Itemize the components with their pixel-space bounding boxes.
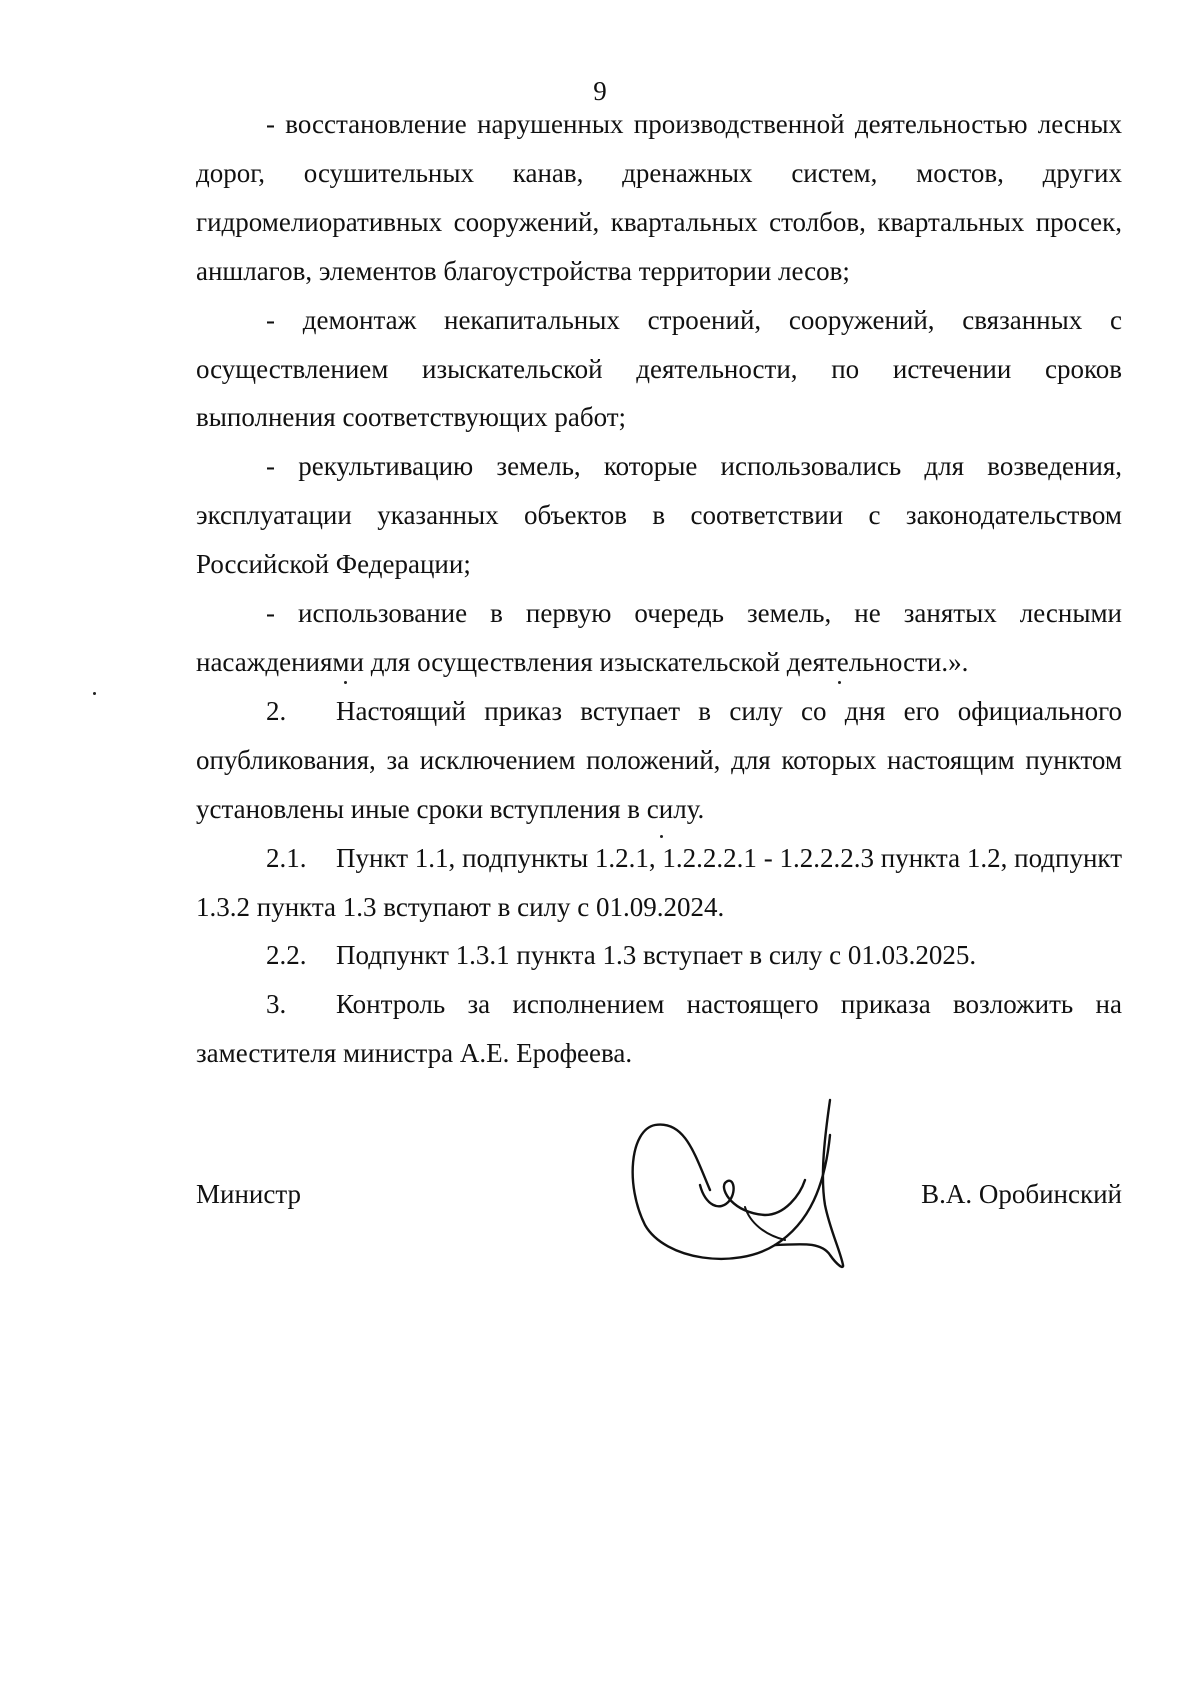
handwritten-signature	[625, 1095, 875, 1270]
document-body	[196, 100, 1122, 1078]
stray-mark	[660, 835, 663, 838]
bullet-paragraph: - восстановление нарушенных производственной деятельностью лесных дорог, осушительных канав, дренажных систем, мостов, других гидромелиоративных сооружений, квартальных столбов, квартальных просек, аншлагов, элементов благоустройства территории лесов;	[196, 109, 1122, 286]
item-text: Подпункт 1.3.1 пункта 1.3 вступает в силу с 01.03.2025.	[336, 940, 977, 971]
item-number: 3.	[266, 989, 287, 1020]
bullet-paragraph: - использование в первую очередь земель, не занятых лесными насаждениями для осуществления изыскательской деятельности.».	[196, 598, 1122, 677]
item-text: Пункт 1.1, подпункты 1.2.1, 1.2.2.2.1 - 1.2.2.2.3 пункта 1.2, подпункт 1.3.2 пункта 1.3 вступают в силу с 01.09.2024.	[196, 842, 1122, 922]
bullet-paragraph: - рекультивацию земель, которые использовались для возведения, эксплуатации указанных объектов в соответствии с законодательством Российской Федерации;	[196, 451, 1122, 580]
item-number: 2.	[266, 695, 287, 726]
item-number: 2.2.	[266, 940, 307, 971]
numbered-item	[196, 931, 1122, 980]
stray-mark	[838, 681, 841, 684]
stray-mark	[344, 681, 347, 684]
item-text: Контроль за исполнением настоящего приказа возложить на заместителя министра А.Е. Ерофеева.	[196, 989, 1122, 1069]
signer-name: В.А. Оробинский	[921, 1179, 1122, 1209]
item-text: Настоящий приказ вступает в силу со дня его официального опубликования, за исключением положений, для которых настоящим пунктом установлены иные сроки вступления в силу.	[196, 695, 1122, 824]
numbered-item	[196, 834, 1122, 932]
signer-title: Министр	[196, 1179, 301, 1209]
item-number: 2.1.	[266, 842, 307, 873]
numbered-item	[196, 687, 1122, 834]
numbered-item	[196, 980, 1122, 1078]
page-number: 9	[593, 76, 607, 106]
bullet-paragraph: - демонтаж некапитальных строений, сооружений, связанных с осуществлением изыскательской деятельности, по истечении сроков выполнения соответствующих работ;	[196, 304, 1122, 433]
stray-mark	[93, 692, 96, 695]
